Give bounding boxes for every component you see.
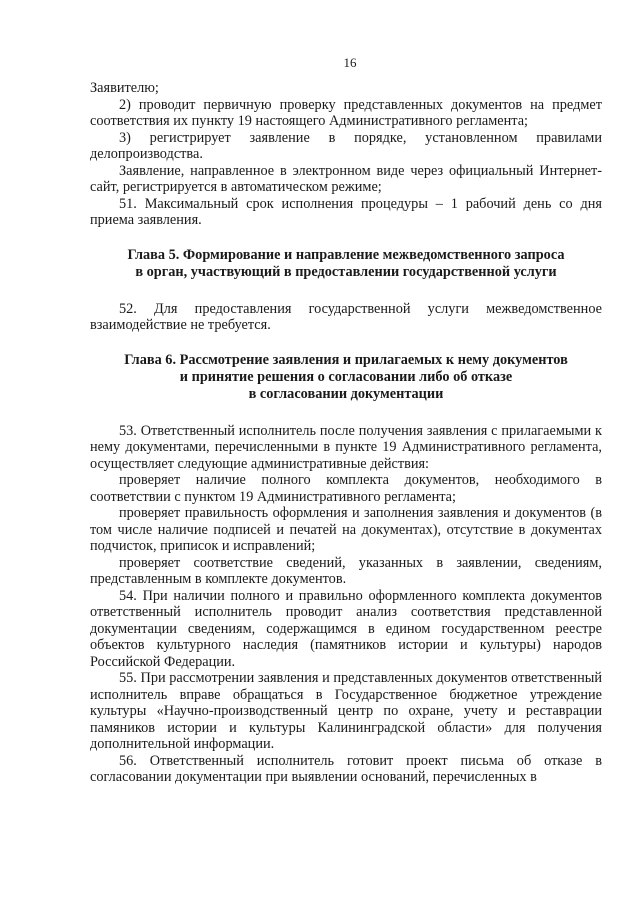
paragraph: Заявителю;: [90, 80, 159, 96]
chapter-6-title-line-2: и принятие решения о согласовании либо об отказе: [179, 368, 513, 385]
chapter-6-title-line-3: в согласовании документации: [248, 385, 444, 402]
chapter-5-title-line-1: Глава 5. Формирование и направление межведомственного запроса: [127, 246, 565, 263]
paragraph: 3) регистрирует заявление в порядке, установленном правилами делопроизводства.: [90, 129, 602, 162]
chapter-6-title-line-1: Глава 6. Рассмотрение заявления и прилагаемых к нему документов: [124, 351, 568, 368]
paragraph: Заявление, направленное в электронном виде через официальный Интернет-сайт, регистрируется в автоматическом режиме;: [90, 162, 602, 195]
paragraph: 53. Ответственный исполнитель после получения заявления с прилагаемыми к нему документами, перечисленными в пункте 19 Административного регламента, осуществляет следующие административные действия:: [90, 422, 602, 472]
paragraph: проверяет соответствие сведений, указанных в заявлении, сведениям, представленным в комплекте документов.: [90, 554, 602, 587]
paragraph: 56. Ответственный исполнитель готовит проект письма об отказе в согласовании документации при выявлении оснований, перечисленных в: [90, 752, 602, 785]
paragraph: 52. Для предоставления государственной услуги межведомственное взаимодействие не требуется.: [90, 300, 602, 333]
page-number: 16: [343, 55, 357, 70]
paragraph: 55. При рассмотрении заявления и представленных документов ответственный исполнитель вправе обращаться в Государственное бюджетное утреждение культуры «Научно-производственный центр по охране, учету и реставрации памяников истории и культуры Калининградской области» для получения дополнительной информации.: [90, 670, 602, 752]
chapter-5-title-line-2: в орган, участвующий в предоставлении государственной услуги: [135, 263, 557, 280]
chapter-6-heading: [90, 352, 602, 403]
paragraph: проверяет правильность оформления и заполнения заявления и документов (в том числе наличие подписей и печатей на документах), отсутствие в документах подчисток, приписок и исправлений;: [90, 505, 602, 554]
paragraph: 2) проводит первичную проверку представленных документов на предмет соответствия их пункту 19 настоящего Административного регламента;: [90, 96, 602, 129]
paragraph: проверяет наличие полного комплекта документов, необходимого в соответствии с пунктом 19 Административного регламента;: [90, 472, 602, 505]
chapter-5-heading: [90, 247, 602, 281]
paragraph: 54. При наличии полного и правильно оформленного комплекта документов ответственный исполнитель проводит анализ соответствия представленной документации сведениям, содержащимся в едином государственном реестре объектов культурного наследия (памятников истории и культуры) народов Российской Федерации.: [90, 587, 602, 670]
document-body: [90, 80, 602, 786]
paragraph: 51. Максимальный срок исполнения процедуры – 1 рабочий день со дня приема заявления.: [90, 195, 602, 228]
